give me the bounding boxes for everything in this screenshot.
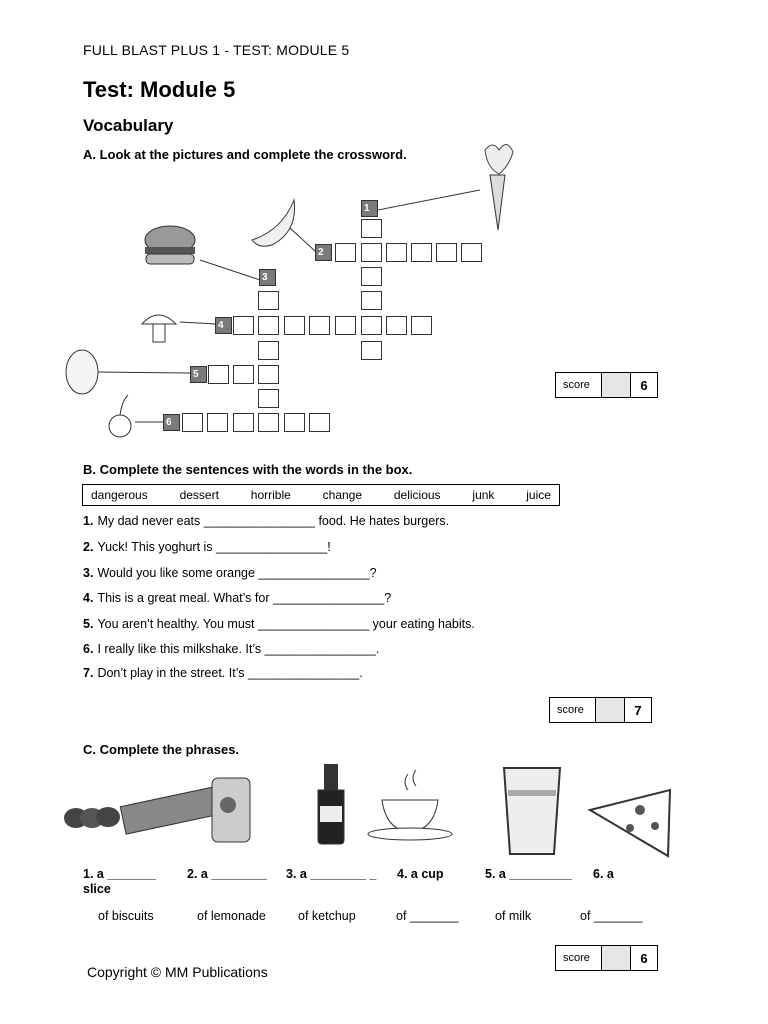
instruction-c: C. Complete the phrases. xyxy=(83,742,240,757)
word-option: dangerous xyxy=(91,488,148,502)
burger-icon xyxy=(145,226,195,264)
sentence-1: 1. My dad never eats ________________ food. He hates burgers. xyxy=(83,514,450,528)
score-max: 6 xyxy=(640,377,648,393)
of-phrase-4: of _______ xyxy=(396,909,459,923)
sentence-2: 2. Yuck! This yoghurt is ________________! xyxy=(83,540,331,554)
page-header: FULL BLAST PLUS 1 - TEST: MODULE 5 xyxy=(83,42,350,58)
egg-icon xyxy=(66,350,98,394)
score-label: score xyxy=(556,946,602,970)
can-icon xyxy=(212,778,250,842)
of-phrase-1: of biscuits xyxy=(98,909,154,923)
score-box-c xyxy=(555,945,658,971)
score-max: 7 xyxy=(634,702,642,718)
phrase-3: 3. a ________ _ xyxy=(286,867,377,881)
copyright: Copyright © MM Publications xyxy=(87,964,268,980)
score-label: score xyxy=(550,698,596,722)
cherry-icon xyxy=(109,395,131,437)
score-input[interactable] xyxy=(602,946,631,970)
instruction-b: B. Complete the sentences with the words in the box. xyxy=(83,462,413,477)
instruction-a: A. Look at the pictures and complete the crossword. xyxy=(83,147,407,162)
phrase-1: 1. a _______ xyxy=(83,867,156,881)
crossword-number-2: 2 xyxy=(315,244,332,261)
crossword-number-4: 4 xyxy=(215,317,232,334)
biscuits-icon xyxy=(64,784,234,834)
score-label: score xyxy=(556,373,602,397)
phrase-6-continued: slice xyxy=(83,882,111,896)
word-option: delicious xyxy=(393,488,441,502)
score-box-a xyxy=(555,372,658,398)
carrot-icon xyxy=(485,144,513,230)
crossword-illustrations xyxy=(0,130,560,440)
sentence-7: 7. Don’t play in the street. It’s ________________. xyxy=(83,666,363,680)
of-phrase-2: of lemonade xyxy=(197,909,266,923)
score-max: 6 xyxy=(640,950,648,966)
cup-icon xyxy=(368,770,452,840)
of-phrase-6: of _______ xyxy=(580,909,643,923)
crossword-number-3: 3 xyxy=(259,269,276,286)
crossword-number-6: 6 xyxy=(163,414,180,431)
page-title: Test: Module 5 xyxy=(83,77,236,102)
score-input[interactable] xyxy=(602,373,631,397)
of-phrase-5: of milk xyxy=(495,909,532,923)
word-option: horrible xyxy=(250,488,291,502)
phrase-2: 2. a ________ xyxy=(187,867,267,881)
word-box xyxy=(82,484,560,506)
word-option: juice xyxy=(526,488,551,502)
section-title-vocabulary: Vocabulary xyxy=(83,116,174,135)
phrase-6: 6. a xyxy=(593,867,614,881)
crossword-number-1: 1 xyxy=(361,200,378,217)
crossword-number-5: 5 xyxy=(190,366,207,383)
phrase-5: 5. a _________ xyxy=(485,867,572,881)
sentence-6: 6. I really like this milkshake. It’s ________________. xyxy=(83,642,380,656)
of-phrase-3: of ketchup xyxy=(298,909,356,923)
word-option: change xyxy=(322,488,363,502)
glass-of-milk-icon xyxy=(504,768,560,854)
sentence-3: 3. Would you like some orange ________________? xyxy=(83,566,377,580)
score-box-b xyxy=(549,697,652,723)
pizza-slice-icon xyxy=(590,790,670,856)
banana-icon xyxy=(252,200,295,246)
phrase-4: 4. a cup xyxy=(397,867,444,881)
sentence-4: 4. This is a great meal. What’s for ________________? xyxy=(83,591,392,605)
word-option: dessert xyxy=(179,488,219,502)
score-input[interactable] xyxy=(596,698,625,722)
word-option: junk xyxy=(472,488,495,502)
bottle-icon xyxy=(318,764,344,844)
mushroom-icon xyxy=(142,315,176,342)
phrase-illustrations xyxy=(60,760,680,865)
sentence-5: 5. You aren’t healthy. You must ________________ your eating habits. xyxy=(83,617,475,631)
